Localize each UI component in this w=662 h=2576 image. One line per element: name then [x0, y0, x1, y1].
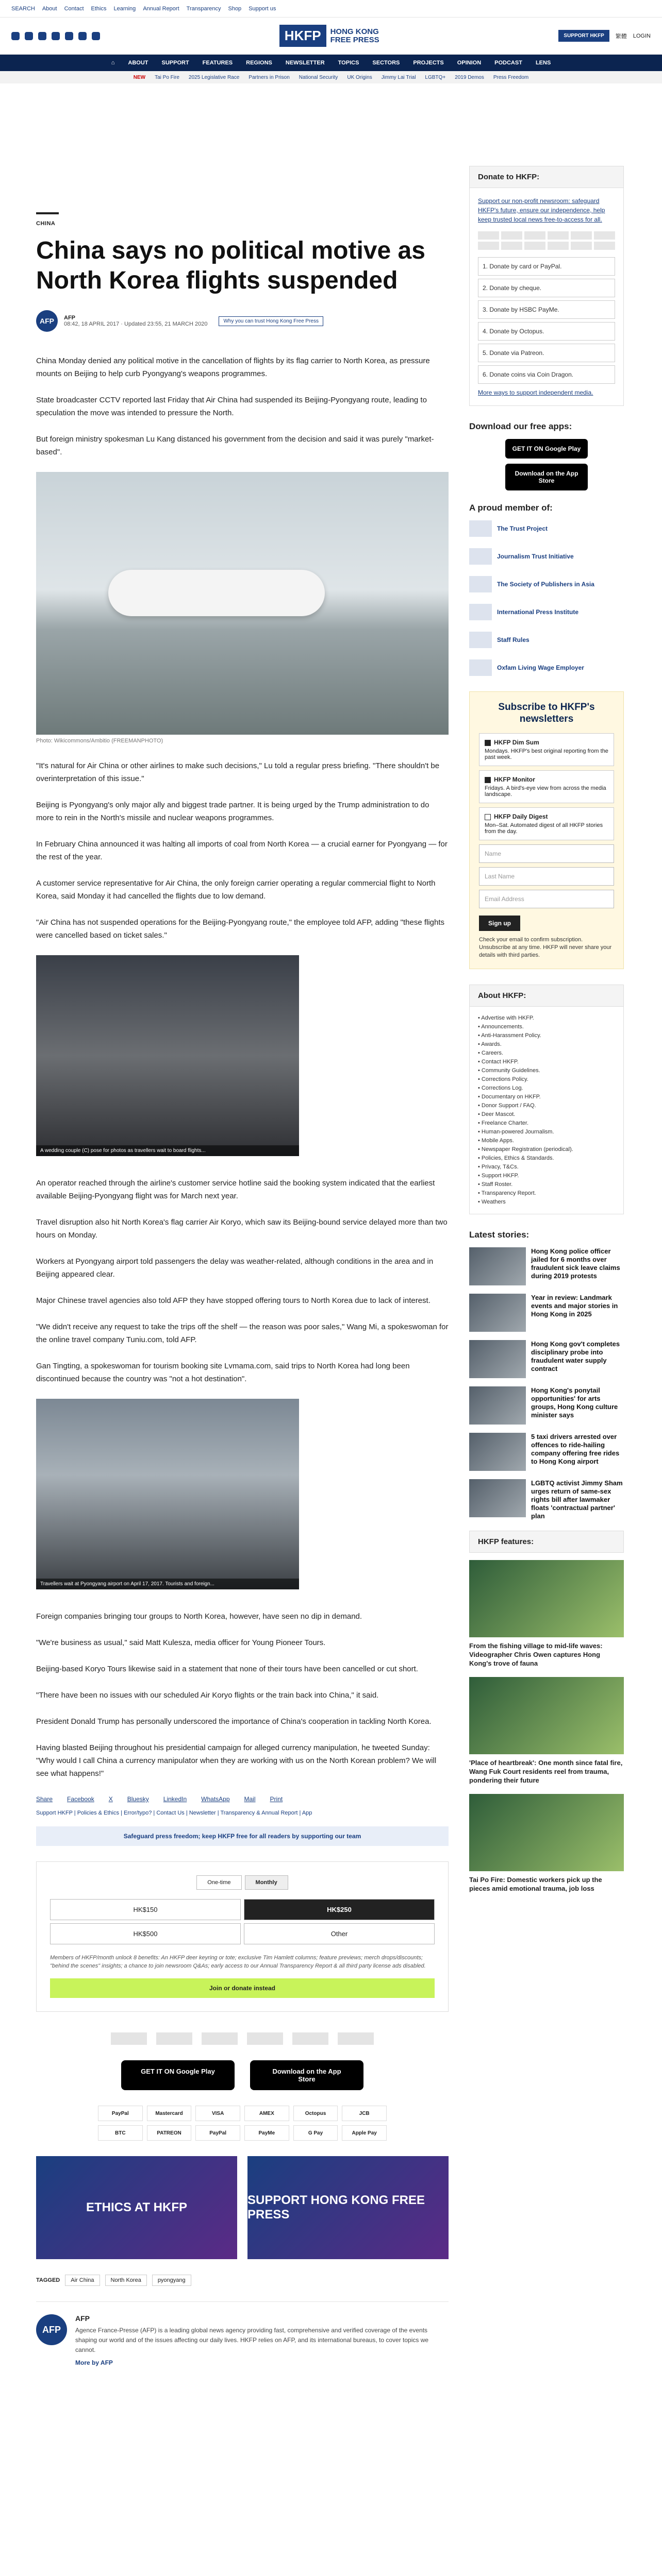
- member-logo[interactable]: Oxfam Living Wage Employer: [469, 659, 624, 676]
- nav-opinion[interactable]: OPINION: [457, 60, 482, 66]
- site-logo[interactable]: HKFP HONG KONG FREE PRESS: [279, 25, 379, 47]
- paragraph: China Monday denied any political motive in the cancellation of flights by its flag carrier to North Korea, as pressure mounts on Beijing to help curb Pyongyang's weapons programmes.: [36, 357, 430, 378]
- about-links[interactable]: [470, 1007, 623, 1214]
- partner-logo[interactable]: [338, 2032, 374, 2045]
- one-time-tab[interactable]: One-time: [196, 1875, 241, 1890]
- safeguard-banner[interactable]: Safeguard press freedom; keep HKFP free for all readers by supporting our team: [36, 1826, 449, 1846]
- about-link[interactable]: • Transparency Report.: [478, 1190, 536, 1196]
- donate-heading: Donate to HKFP:: [470, 166, 623, 188]
- author-name[interactable]: AFP: [75, 2314, 90, 2323]
- tagged-label: TAGGED: [36, 2277, 60, 2283]
- paragraph: Having blasted Beijing throughout his presidential campaign for alleged currency manipulation, he tweeted Sunday: "Why would I call China a currency manipulator when they are working with us on the North Korean problem? We will see what happens!": [36, 1743, 437, 1778]
- language-switch[interactable]: 繁體: [615, 33, 627, 40]
- member-logo[interactable]: The Trust Project: [469, 520, 624, 537]
- monthly-tab[interactable]: Monthly: [245, 1875, 288, 1890]
- share-bar: [36, 1795, 449, 1803]
- donate-option[interactable]: 2. Donate by cheque.: [478, 279, 615, 297]
- author-box: [36, 2301, 449, 2366]
- donate-option[interactable]: 4. Donate by Octopus.: [478, 322, 615, 341]
- latest-story[interactable]: LGBTQ activist Jimmy Sham urges return of same-sex rights bill after lawmaker floats 'contractual partner' plan: [469, 1479, 624, 1520]
- member-heading: A proud member of:: [469, 503, 553, 513]
- divider: [36, 212, 59, 214]
- features-heading: HKFP features:: [469, 1531, 624, 1553]
- paragraph: "Air China has not suspended operations for the Beijing-Pyongyang route," the employee told AFP, adding "these flights were cancelled based on ticket sales.": [36, 918, 445, 940]
- trending-item[interactable]: 2025 Legislative Race: [188, 74, 240, 80]
- last-name-input[interactable]: Last Name: [479, 867, 614, 886]
- about-link[interactable]: • Awards.: [478, 1041, 502, 1047]
- partner-logo[interactable]: [156, 2032, 192, 2045]
- new-label: NEW: [133, 74, 146, 80]
- payment-icon[interactable]: PayPal: [98, 2106, 143, 2121]
- trending-item[interactable]: Press Freedom: [493, 74, 529, 80]
- top-utility-bar: [0, 0, 662, 18]
- paragraph: Major Chinese travel agencies also told AFP they have stopped offering tours to North Korea due to lack of interest.: [36, 1296, 431, 1305]
- photo-caption: Photo: Wikicommons/Ambitio (FREEMANPHOTO): [36, 738, 163, 744]
- paragraph: "It's natural for Air China or other airlines to make such decisions," Lu told a regular press briefing. "There shouldn't be overinterpretation of this issue.": [36, 761, 440, 783]
- payment-icon[interactable]: VISA: [195, 2106, 240, 2121]
- latest-story[interactable]: Hong Kong police officer jailed for 6 months over fraudulent sick leave claims during 2019 protests: [469, 1247, 624, 1285]
- nav-sectors[interactable]: SECTORS: [372, 60, 400, 66]
- about-link[interactable]: • Documentary on HKFP.: [478, 1094, 541, 1100]
- app-store-button[interactable]: Download on the App Store: [505, 464, 588, 490]
- x-icon[interactable]: [25, 32, 33, 40]
- amount-option[interactable]: HK$500: [50, 1923, 241, 1944]
- checkbox-checked[interactable]: [485, 777, 491, 783]
- share-linkedin[interactable]: LinkedIn: [163, 1795, 187, 1803]
- paragraph: "We're business as usual," said Matt Kulesza, media officer for Young Pioneer Tours.: [36, 1638, 326, 1647]
- article-dates: 08:42, 18 APRIL 2017 · Updated 23:55, 21 MARCH 2020: [64, 321, 208, 327]
- share-x[interactable]: X: [108, 1795, 113, 1803]
- trending-item[interactable]: Tai Po Fire: [155, 74, 179, 80]
- payment-icon[interactable]: G Pay: [293, 2125, 338, 2141]
- trending-item[interactable]: UK Origins: [347, 74, 372, 80]
- about-link[interactable]: • Corrections Policy.: [478, 1076, 528, 1082]
- feature-story[interactable]: From the fishing village to mid-life waves: Videographer Chris Owen captures Hong Kong's trove of fauna: [469, 1560, 624, 1668]
- latest-story[interactable]: 5 taxi drivers arrested over offences to ride-hailing company offering free rides to Hong Kong airport: [469, 1433, 624, 1471]
- amount-option-selected[interactable]: HK$250: [244, 1899, 435, 1920]
- search-link[interactable]: SEARCH: [11, 5, 35, 12]
- about-link[interactable]: • Community Guidelines.: [478, 1067, 540, 1074]
- about-link[interactable]: • Deer Mascot.: [478, 1111, 516, 1117]
- partner-logos: [36, 2032, 449, 2045]
- nav-regions[interactable]: REGIONS: [246, 60, 272, 66]
- threads-icon[interactable]: [52, 32, 60, 40]
- app-store-button[interactable]: Download on the App Store: [250, 2060, 363, 2090]
- tag-list: [36, 2275, 449, 2286]
- payment-icon[interactable]: AMEX: [244, 2106, 289, 2121]
- topbar-transparency[interactable]: Transparency: [186, 5, 221, 12]
- join-donate-button[interactable]: Join or donate instead: [50, 1978, 435, 1998]
- nav-projects[interactable]: PROJECTS: [413, 60, 444, 66]
- topbar-annual-report[interactable]: Annual Report: [143, 5, 179, 12]
- author-bio: Agence France-Presse (AFP) is a leading global news agency providing fast, comprehensive and verified coverage of the events shaping our world and of the issues affecting our daily lives. HKFP relies on AFP, and its international bureaus, to cover topics we cannot.: [75, 2327, 429, 2353]
- partner-logo[interactable]: [111, 2032, 147, 2045]
- article-title: China says no political motive as North Korea flights suspended: [36, 237, 425, 294]
- nav-features[interactable]: FEATURES: [202, 60, 233, 66]
- newsletter-heading: Subscribe to HKFP's newsletters: [498, 702, 595, 724]
- paragraph: Travel disruption also hit North Korea's flag carrier Air Koryo, which saw its Beijing-bound service delayed more than two hours on Monday.: [36, 1218, 448, 1240]
- facebook-icon[interactable]: [11, 32, 20, 40]
- category-label[interactable]: CHINA: [36, 221, 56, 227]
- login-link[interactable]: LOGIN: [633, 32, 651, 39]
- nav-topics[interactable]: TOPICS: [338, 60, 359, 66]
- nav-about[interactable]: ABOUT: [128, 60, 148, 66]
- social-icons: [11, 32, 100, 40]
- newsletter-signup: [469, 691, 624, 969]
- byline: [36, 310, 449, 332]
- signup-button[interactable]: Sign up: [479, 916, 520, 931]
- member-logo[interactable]: Staff Rules: [469, 632, 624, 648]
- payment-icon[interactable]: PayMe: [244, 2125, 289, 2141]
- topbar-shop[interactable]: Shop: [228, 5, 242, 12]
- about-link[interactable]: • Anti-Harassment Policy.: [478, 1032, 541, 1039]
- partner-logo[interactable]: [202, 2032, 238, 2045]
- paragraph: President Donald Trump has personally underscored the importance of China's cooperation in tackling North Korea.: [36, 1717, 432, 1726]
- member-logo[interactable]: The Society of Publishers in Asia: [469, 576, 624, 592]
- paragraph: Foreign companies bringing tour groups to North Korea, however, have seen no dip in demand.: [36, 1612, 362, 1621]
- amount-option[interactable]: HK$150: [50, 1899, 241, 1920]
- trending-item[interactable]: 2019 Demos: [455, 74, 484, 80]
- paragraph: Gan Tingting, a spokeswoman for tourism booking site Lvmama.com, said trips to North Korea had long been discontinued because the country was "not a hot destination".: [36, 1362, 410, 1383]
- donate-box: [469, 166, 624, 406]
- confirm-note: Check your email to confirm subscription. Unsubscribe at any time. HKFP will never share your details with third parties.: [479, 937, 612, 958]
- latest-heading: Latest stories:: [469, 1230, 529, 1240]
- author-name[interactable]: AFP: [64, 315, 75, 321]
- more-by-author-link[interactable]: More by AFP: [75, 2359, 113, 2366]
- about-link[interactable]: • Human-powered Journalism.: [478, 1129, 554, 1135]
- trending-item[interactable]: Partners in Prison: [249, 74, 290, 80]
- telegram-icon[interactable]: [78, 32, 87, 40]
- whatsapp-icon[interactable]: [92, 32, 100, 40]
- topbar-contact[interactable]: Contact: [64, 5, 84, 12]
- airport-wedding-photo: [36, 955, 299, 1156]
- trending-item[interactable]: LGBTQ+: [425, 74, 446, 80]
- paragraph: In February China announced it was halting all imports of coal from North Korea — a crucial earner for Pyongyang — for the rest of the year.: [36, 840, 448, 861]
- about-link[interactable]: • Careers.: [478, 1050, 504, 1056]
- nav-newsletter[interactable]: NEWSLETTER: [285, 60, 325, 66]
- pyongyang-airport-photo: [36, 1399, 299, 1589]
- about-link[interactable]: • Donor Support / FAQ.: [478, 1103, 536, 1109]
- paragraph: State broadcaster CCTV reported last Friday that Air China had suspended its Beijing-Pyongyang route, leading to speculation the move was intended to pressure the North.: [36, 396, 427, 417]
- main-nav: [0, 55, 662, 71]
- about-link[interactable]: • Freelance Charter.: [478, 1120, 529, 1126]
- payment-icon[interactable]: Octopus: [293, 2106, 338, 2121]
- paragraph: "We didn't receive any request to take the trips off the shelf — the reason was poor sales," Wang Mi, a spokeswoman for the online travel company Tuniu.com, told AFP.: [36, 1323, 449, 1344]
- newsletter-option[interactable]: HKFP Dim Sum Mondays. HKFP's best original reporting from the past week.: [479, 733, 614, 766]
- donate-option[interactable]: 5. Donate via Patreon.: [478, 344, 615, 362]
- donate-option[interactable]: 6. Donate coins via Coin Dragon.: [478, 365, 615, 384]
- latest-story[interactable]: Year in review: Landmark events and major stories in Hong Kong in 2025: [469, 1294, 624, 1332]
- donate-option[interactable]: 3. Donate by HSBC PayMe.: [478, 300, 615, 319]
- share-label: Share: [36, 1795, 53, 1803]
- paragraph: Workers at Pyongyang airport told passengers the delay was weather-related, although conditions in the area and in Beijing appeared clear.: [36, 1257, 434, 1279]
- payment-icon[interactable]: Apple Pay: [342, 2125, 387, 2141]
- checkbox[interactable]: [485, 814, 491, 820]
- photo-caption: Travellers wait at Pyongyang airport on April 17, 2017. Tourists and foreign...: [36, 1579, 299, 1589]
- share-facebook[interactable]: Facebook: [67, 1795, 94, 1803]
- photo-caption: A wedding couple (C) pose for photos as travellers wait to board flights...: [36, 1145, 299, 1156]
- trending-item[interactable]: Jimmy Lai Trial: [381, 74, 416, 80]
- payment-icon[interactable]: Mastercard: [147, 2106, 192, 2121]
- article-main: [36, 83, 449, 2366]
- author-avatar[interactable]: AFP: [36, 310, 58, 332]
- payment-icon[interactable]: PayPal: [195, 2125, 240, 2141]
- author-avatar[interactable]: AFP: [36, 2314, 67, 2345]
- apps-heading: Download our free apps:: [469, 421, 572, 431]
- nav-home-icon[interactable]: ⌂: [111, 60, 115, 66]
- google-play-button[interactable]: GET IT ON Google Play: [121, 2060, 235, 2090]
- about-link[interactable]: • Contact HKFP.: [478, 1059, 519, 1065]
- trending-bar: [0, 71, 662, 83]
- donate-text[interactable]: Support our non-profit newsroom: safeguard HKFP's future, ensure our independence, help keep trusted local news free-to-access for all.: [478, 197, 605, 223]
- donate-option[interactable]: 1. Donate by card or PayPal.: [478, 257, 615, 276]
- about-link[interactable]: • Weathers: [478, 1199, 506, 1205]
- air-china-plane-photo: [36, 472, 449, 735]
- trust-link[interactable]: Why you can trust Hong Kong Free Press: [219, 316, 323, 326]
- google-play-button[interactable]: GET IT ON Google Play: [505, 439, 588, 459]
- about-link[interactable]: • Support HKFP.: [478, 1173, 519, 1179]
- feature-story[interactable]: 'Place of heartbreak': One month since fatal fire, Wang Fuk Court residents reel from trauma, pondering their future: [469, 1677, 624, 1785]
- tag[interactable]: pyongyang: [152, 2275, 191, 2286]
- nav-support[interactable]: SUPPORT: [161, 60, 189, 66]
- about-link[interactable]: • Corrections Log.: [478, 1085, 523, 1091]
- about-link[interactable]: • Announcements.: [478, 1024, 524, 1030]
- about-heading: About HKFP:: [470, 985, 623, 1007]
- member-benefits: Members of HKFP/month unlock 8 benefits: An HKFP deer keyring or tote; exclusive Tim Hamlett columns; feature previews; merch drops/discounts; "behind the scenes" insights; a chance to join newsroom Q&As; early access to our Annual Transparency Report & all third party license ads disabled.: [50, 1955, 426, 1969]
- about-link[interactable]: • Newspaper Registration (periodical).: [478, 1146, 573, 1153]
- newsletter-option[interactable]: HKFP Monitor Fridays. A bird's-eye view from across the media landscape.: [479, 770, 614, 803]
- ethics-banner[interactable]: ETHICS AT HKFP: [36, 2156, 237, 2259]
- payment-icon[interactable]: PATREON: [147, 2125, 192, 2141]
- promo-banners: [36, 2156, 449, 2259]
- paragraph: "There have been no issues with our scheduled Air Koryo flights or the train back into China," it said.: [36, 1691, 379, 1700]
- partner-logo[interactable]: [292, 2032, 328, 2045]
- member-logo[interactable]: International Press Institute: [469, 604, 624, 620]
- about-link[interactable]: • Privacy, T&Cs.: [478, 1164, 519, 1170]
- support-banner[interactable]: SUPPORT HONG KONG FREE PRESS: [247, 2156, 449, 2259]
- topbar-about[interactable]: About: [42, 5, 57, 12]
- about-box: [469, 985, 624, 1214]
- instagram-icon[interactable]: [38, 32, 46, 40]
- feature-story[interactable]: Tai Po Fire: Domestic workers pick up the pieces amid emotional trauma, job loss: [469, 1794, 624, 1893]
- donation-widget: [36, 1861, 449, 2012]
- youtube-icon[interactable]: [65, 32, 73, 40]
- payment-icon[interactable]: BTC: [98, 2125, 143, 2141]
- share-mail[interactable]: Mail: [244, 1795, 256, 1803]
- topbar-support[interactable]: Support us: [249, 5, 276, 12]
- amount-option-other[interactable]: Other: [244, 1923, 435, 1944]
- about-link[interactable]: • Policies, Ethics & Standards.: [478, 1155, 554, 1161]
- tag[interactable]: Air China: [65, 2275, 100, 2286]
- site-header: [0, 18, 662, 55]
- member-logo[interactable]: Journalism Trust Initiative: [469, 548, 624, 565]
- policy-links[interactable]: Support HKFP | Policies & Ethics | Error/typo? | Contact Us | Newsletter | Transparency & Annual Report | App: [36, 1810, 312, 1816]
- topbar-learning[interactable]: Learning: [113, 5, 136, 12]
- payment-icons: [478, 231, 615, 250]
- newsletter-option[interactable]: HKFP Daily Digest Mon–Sat. Automated digest of all HKFP stories from the day.: [479, 807, 614, 840]
- share-bluesky[interactable]: Bluesky: [127, 1795, 149, 1803]
- paragraph: A customer service representative for Air China, the only foreign carrier operating a regular commercial flight to North Korea, said Monday it had cancelled the flights due to low demand.: [36, 879, 436, 901]
- latest-story[interactable]: Hong Kong gov't completes disciplinary probe into fraudulent water supply contract: [469, 1340, 624, 1378]
- about-link[interactable]: • Staff Roster.: [478, 1181, 513, 1188]
- paragraph: Beijing-based Koryo Tours likewise said in a statement that none of their tours have been cancelled or cut short.: [36, 1665, 418, 1673]
- nav-lens[interactable]: LENS: [535, 60, 551, 66]
- partner-logo[interactable]: [247, 2032, 283, 2045]
- email-input[interactable]: Email Address: [479, 890, 614, 908]
- trending-item[interactable]: National Security: [299, 74, 338, 80]
- about-link[interactable]: • Mobile Apps.: [478, 1138, 514, 1144]
- tag[interactable]: North Korea: [105, 2275, 147, 2286]
- share-whatsapp[interactable]: WhatsApp: [201, 1795, 230, 1803]
- support-hkfp-button[interactable]: SUPPORT HKFP: [558, 30, 609, 42]
- first-name-input[interactable]: Name: [479, 844, 614, 863]
- paragraph: But foreign ministry spokesman Lu Kang distanced his government from the decision and said it was purely "market-based".: [36, 435, 434, 456]
- payment-icon[interactable]: JCB: [342, 2106, 387, 2121]
- payment-methods: [98, 2106, 387, 2141]
- nav-podcast[interactable]: PODCAST: [494, 60, 522, 66]
- checkbox-checked[interactable]: [485, 740, 491, 746]
- latest-story[interactable]: Hong Kong's ponytail opportunities' for arts groups, Hong Kong culture minister says: [469, 1386, 624, 1425]
- paragraph: Beijing is Pyongyang's only major ally and biggest trade partner. It is being urged by the Trump administration to do more to rein in the North's missile and nuclear weapons programmes.: [36, 801, 429, 822]
- topbar-ethics[interactable]: Ethics: [91, 5, 107, 12]
- share-print[interactable]: Print: [270, 1795, 283, 1803]
- sidebar: [469, 83, 624, 2366]
- app-store-buttons: [36, 2060, 449, 2090]
- more-ways-link[interactable]: More ways to support independent media.: [478, 389, 593, 396]
- about-link[interactable]: • Advertise with HKFP.: [478, 1015, 534, 1021]
- paragraph: An operator reached through the airline's customer service hotline said the booking system indicated that the earliest available Beijing-Pyongyang flight was for March next year.: [36, 1179, 435, 1200]
